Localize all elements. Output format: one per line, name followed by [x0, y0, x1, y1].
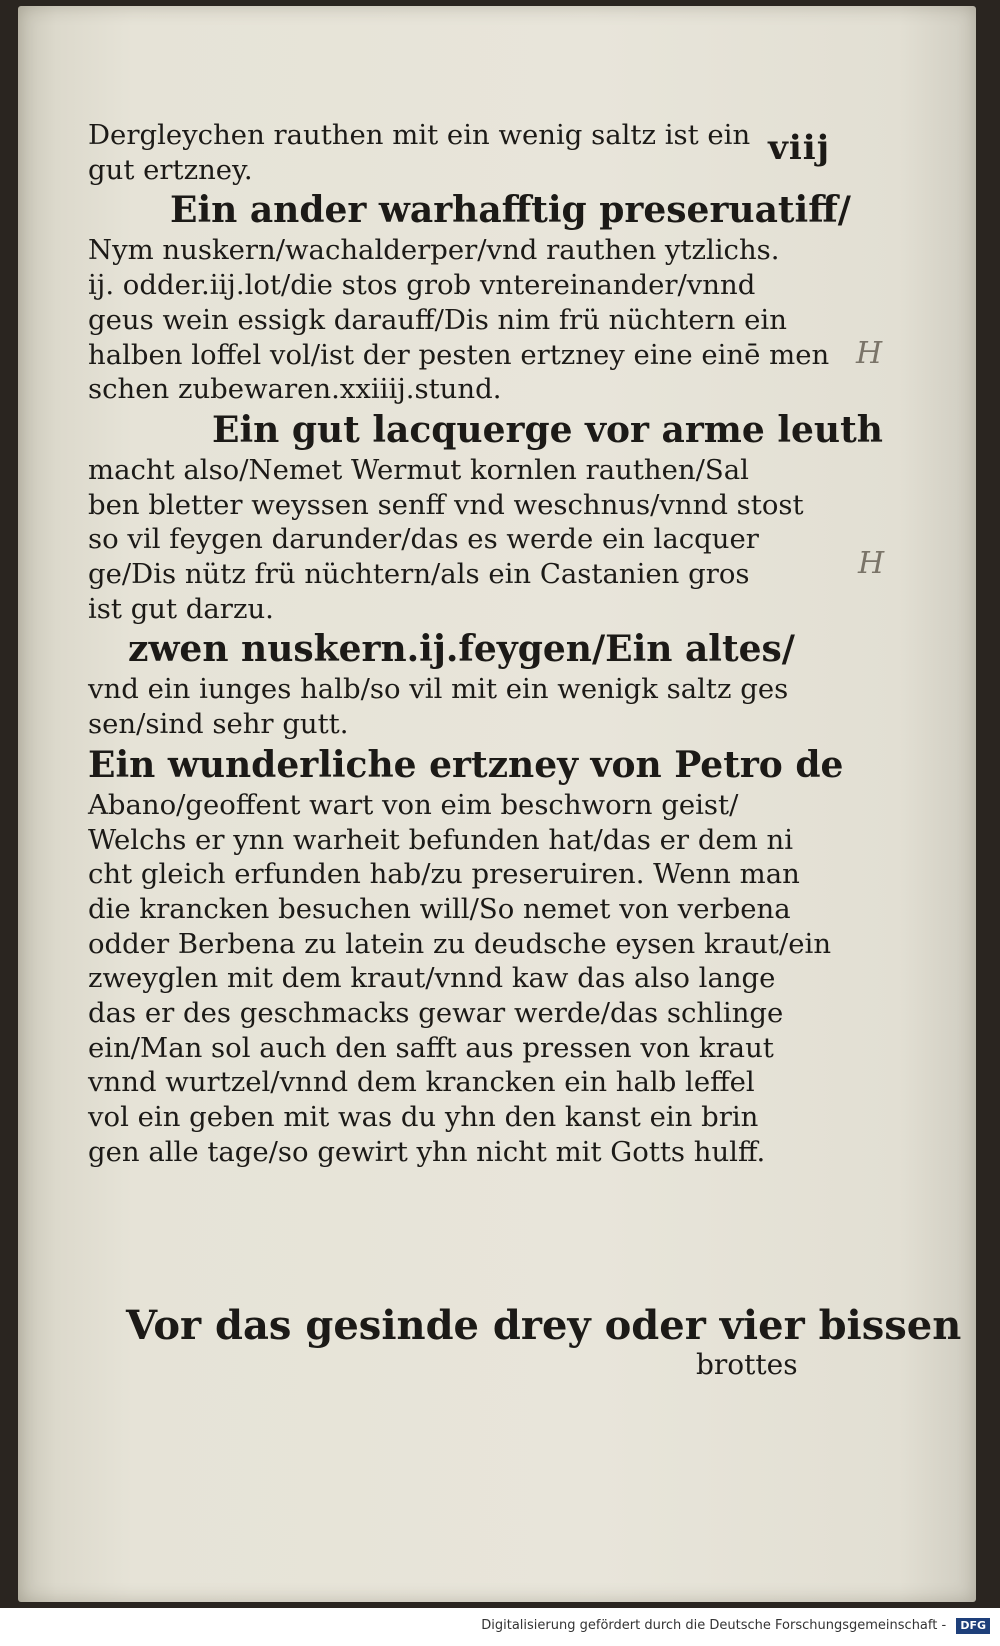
paragraph-intro: Dergleychen rauthen mit ein wenig saltz ist ein gut ertzney. [88, 119, 751, 186]
page-text [88, 118, 883, 1170]
paragraph-nuts-figs: vnd ein iunges halb/so vil mit ein wenigk saltz ges sen/sind sehr gutt. [88, 673, 789, 741]
paragraph-lacquerge: macht also/Nemet Wermut kornlen rauthen/Sal ben bletter weyssen senff vnd weschnus/vnnd stost so vil feygen darunder/das es werde ein lacquer ge/Dis nütz frü nüchtern/als ein Castanien gros ist gut darzu. [88, 453, 804, 625]
marginal-annotation: H [858, 546, 885, 581]
closing-heading: Vor das gesinde drey oder vier bissen [126, 1302, 962, 1349]
section-heading-lacquerge: Ein gut lacquerge vor arme leuth [212, 408, 883, 451]
book-page [18, 6, 976, 1602]
catchword: brottes [696, 1348, 798, 1381]
section-heading-nuts-figs: zwen nuskern.ij.feygen/Ein altes/ [128, 628, 795, 671]
dfg-logo: DFG [956, 1618, 990, 1634]
marginal-annotation: H [856, 336, 883, 371]
footer-credit-text: Digitalisierung gefördert durch die Deutsche Forschungsgemeinschaft - [481, 1618, 947, 1633]
paragraph-petro-de-abano: Abano/geoffent wart von eim beschworn geist/ Welchs er ynn warheit befunden hat/das er dem ni cht gleich erfunden hab/zu preseruiren. Wenn man die krancken besuchen will/So nemet von verbena odder Berbena zu latein zu deudsche eysen kraut/ein zweyglen mit dem kraut/vnnd kaw das also lange das er des geschmacks gewar werde/das schlinge ein/Man sol auch den safft aus pressen von kraut vnnd wurtzel/vnnd dem krancken ein halb leffel vol ein geben mit was du yhn den kanst ein brin gen alle tage/so gewirt yhn nicht mit Gotts hulff. [88, 788, 832, 1168]
section-heading-petro-de-abano: Ein wunderliche ertzney von Petro de [88, 743, 844, 786]
paragraph-preservative: Nym nuskern/wachalderper/vnd rauthen ytzlichs. ij. odder.iij.lot/die stos grob vntereinander/vnnd geus wein essigk darauff/Dis nim frü nüchtern ein halben loffel vol/ist der pesten ertzney eine einē men schen zubewaren.xxiiij.stund. [88, 234, 830, 406]
section-heading-preservative: Ein ander warhafftig preseruatiff/ [170, 189, 851, 232]
folio-number: viij [768, 128, 830, 168]
digitization-footer [0, 1612, 990, 1640]
